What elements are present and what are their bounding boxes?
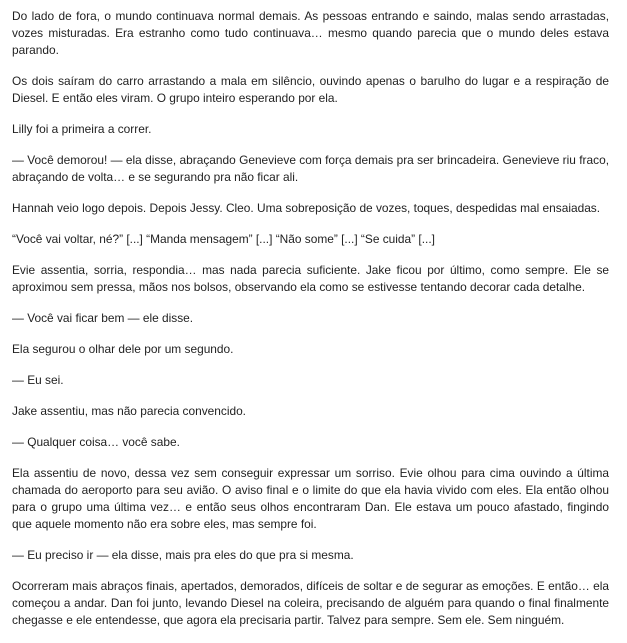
paragraph: — Eu sei. xyxy=(12,373,64,387)
paragraph: — Você demorou! — ela disse, abraçando Genevieve com força demais pra ser brincadeira. Genevieve riu fraco, abraçando de volta… e se segurando pra não ficar ali. xyxy=(12,153,609,184)
paragraph: Hannah veio logo depois. Depois Jessy. Cleo. Uma sobreposição de vozes, toques, despedidas mal ensaiadas. xyxy=(12,201,601,215)
paragraph: — Você vai ficar bem — ele disse. xyxy=(12,311,194,325)
paragraph: Ela assentiu de novo, dessa vez sem conseguir expressar um sorriso. Evie olhou para cima ouvindo a última chamada do aeroporto para seu avião. O aviso final e o limite do que ela havia vivido com eles. Ela então olhou para o grupo uma última vez… e então seus olhos encontraram Dan. Ele estava um pouco afastado, fingindo que aquele momento não era sobre eles, mas sempre foi. xyxy=(12,466,609,531)
document-body xyxy=(12,8,609,643)
paragraph: Evie assentia, sorria, respondia… mas nada parecia suficiente. Jake ficou por último, como sempre. Ele se aproximou sem pressa, mãos nos bolsos, observando ela como se estivesse tentando decorar cada detalhe. xyxy=(12,263,609,294)
paragraph: Os dois saíram do carro arrastando a mala em silêncio, ouvindo apenas o barulho do lugar e a respiração de Diesel. E então eles viram. O grupo inteiro esperando por ela. xyxy=(12,74,609,105)
paragraph: Do lado de fora, o mundo continuava normal demais. As pessoas entrando e saindo, malas sendo arrastadas, vozes misturadas. Era estranho como tudo continuava… mesmo quando parecia que o mundo deles estava parando. xyxy=(12,9,609,57)
paragraph: Jake assentiu, mas não parecia convencido. xyxy=(12,404,246,418)
paragraph: — Qualquer coisa… você sabe. xyxy=(12,435,180,449)
paragraph: — Eu preciso ir — ela disse, mais pra eles do que pra si mesma. xyxy=(12,548,354,562)
paragraph: Ela segurou o olhar dele por um segundo. xyxy=(12,342,234,356)
paragraph: Lilly foi a primeira a correr. xyxy=(12,122,152,136)
paragraph: “Você vai voltar, né?” [...] “Manda mensagem” [...] “Não some” [...] “Se cuida” [...] xyxy=(12,232,435,246)
paragraph: Ocorreram mais abraços finais, apertados, demorados, difíceis de soltar e de segurar as emoções. E então… ela começou a andar. Dan foi junto, levando Diesel na coleira, precisando de alguém para quando o final finalmente chegasse e ele entendesse, que agora ela precisaria partir. Talvez para sempre. Sem ele. Sem ninguém. xyxy=(12,579,609,627)
